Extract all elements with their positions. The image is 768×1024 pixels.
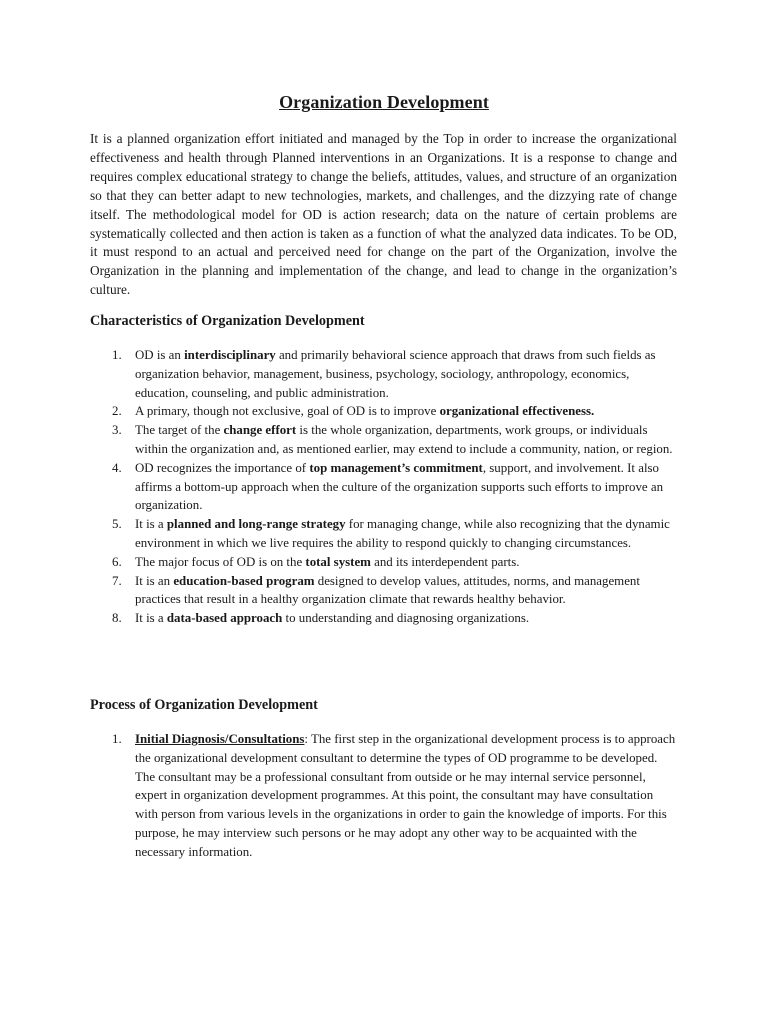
item-text: for managing change, while also recognizing that the dynamic environment in which we live requires the ability to respond quickly to changing circumstances. <box>135 517 670 550</box>
list-item <box>90 402 678 421</box>
item-emphasis: planned and long-range strategy <box>166 517 346 532</box>
list-number: 1. <box>112 348 122 362</box>
list-item <box>90 609 678 628</box>
list-item <box>90 346 678 402</box>
item-emphasis: education-based program <box>173 573 315 588</box>
item-emphasis: change effort <box>223 423 297 438</box>
item-emphasis: Initial Diagnosis/Consultations <box>135 732 305 746</box>
list-item <box>90 572 678 610</box>
item-text: : The first step in the organizational development process is to approach the organizational development consultant to determine the types of OD programme to be developed. The consultant may be a professional consultant from outside or he may internal service personnel, expert in organization development programmes. At this point, the consultant may have consultation with person from various levels in the organizations in order to gain the knowledge of imports. For this purpose, he may interview such persons or he may adopt any other way to be acquainted with the necessary information. <box>135 732 676 859</box>
list-number: 1. <box>112 732 122 746</box>
item-emphasis: top management’s commitment <box>309 460 483 475</box>
list-number: 4. <box>112 460 122 475</box>
intro-paragraph: It is a planned organization effort initiated and managed by the Top in order to increase the organizational effectiveness and health through Planned interventions in an Organizations. It is a response to change and requires complex educational strategy to change the beliefs, attitudes, values, and structure of an organization so that they can better adapt to new technologies, markets, and challenges, and the dizzying rate of change itself. The methodological model for OD is action research; data on the nature of certain problems are systematically collected and then action is taken as a function of what the analyzed data indicates. To be OD, it must respond to an actual and perceived need for change on the part of the Organization, involve the Organization in the planning and implementation of the change, and lead to change in the organization’s culture. <box>90 131 677 298</box>
item-text: OD recognizes the importance of <box>135 460 310 475</box>
characteristics-list <box>90 346 678 628</box>
list-number: 5. <box>112 517 122 532</box>
list-number: 8. <box>112 611 122 626</box>
list-item <box>90 553 678 572</box>
item-text: to understanding and diagnosing organizations. <box>282 611 530 626</box>
characteristics-heading: Characteristics of Organization Development <box>90 313 365 329</box>
item-text: It is a <box>135 517 167 532</box>
item-text: It is an <box>135 573 174 588</box>
list-item <box>90 421 678 459</box>
item-text: A primary, though not exclusive, goal of OD is to improve <box>135 404 440 419</box>
item-text: designed to develop values, attitudes, norms, and management practices that result in a healthy organization climate that rewards healthy behavior. <box>135 573 640 607</box>
list-number: 2. <box>112 404 122 419</box>
item-text: , support, and involvement. It also affirms a bottom-up approach when the culture of the organization supports such efforts to improve an organization. <box>135 460 664 513</box>
list-number: 7. <box>112 573 122 588</box>
item-text: It is a <box>135 611 167 626</box>
list-number: 6. <box>112 554 122 569</box>
process-heading: Process of Organization Development <box>90 697 318 713</box>
item-text: The major focus of OD is on the <box>135 554 306 569</box>
item-text: The target of the <box>135 423 224 438</box>
list-number: 3. <box>112 423 122 438</box>
list-item <box>90 459 678 515</box>
item-text: OD is an <box>135 348 185 362</box>
page-title: Organization Development <box>279 92 489 112</box>
item-emphasis: interdisciplinary <box>184 348 276 362</box>
list-item <box>90 730 678 862</box>
process-list <box>90 730 678 862</box>
item-text: is the whole organization, departments, work groups, or individuals within the organization and, as mentioned earlier, may extend to include a community, nation, or region. <box>135 423 673 456</box>
item-emphasis: data-based approach <box>166 611 283 626</box>
item-emphasis: organizational effectiveness. <box>439 404 595 419</box>
item-text: and primarily behavioral science approach that draws from such fields as organization behavior, management, business, psychology, sociology, anthropology, economics, education, counseling, and public administration. <box>135 348 656 400</box>
item-emphasis: total system <box>305 554 371 569</box>
item-text: and its interdependent parts. <box>370 554 520 569</box>
list-item <box>90 515 678 553</box>
